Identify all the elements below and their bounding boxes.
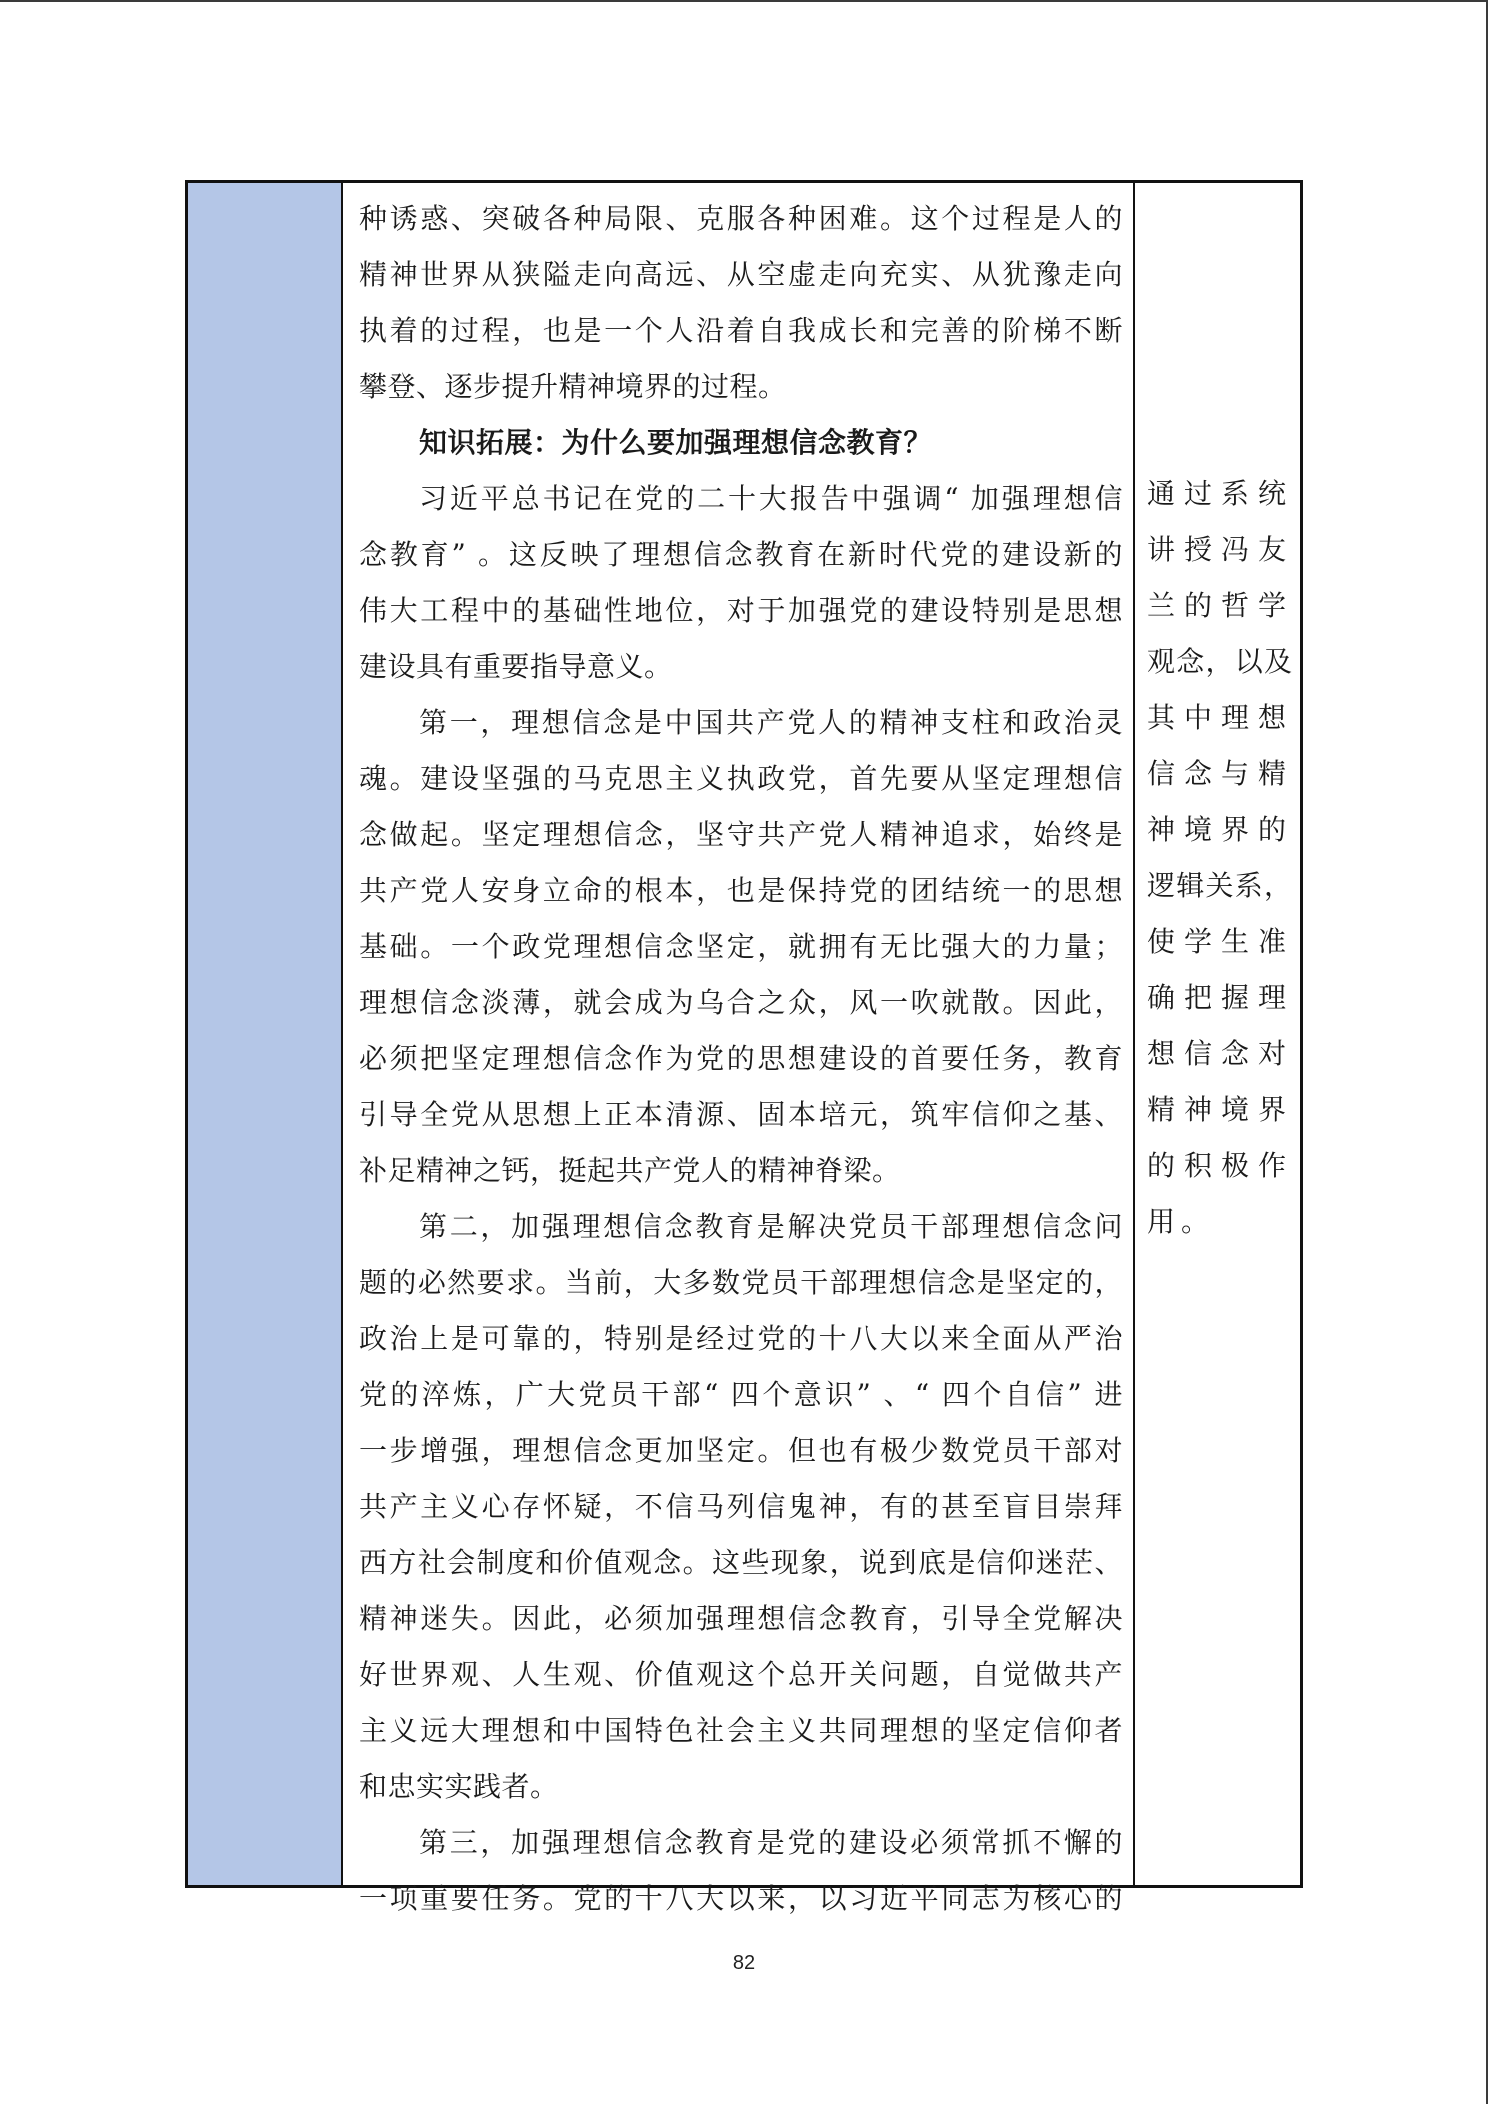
- page-top-border: [0, 0, 1488, 2]
- left-shaded-column: [188, 183, 343, 1885]
- note-line: 精神境界: [1147, 1093, 1292, 1126]
- text-line: 和忠实实践者。: [359, 1770, 559, 1803]
- note-line: 的积极作: [1147, 1149, 1292, 1182]
- note-line: 想信念对: [1147, 1037, 1292, 1070]
- note-line: 信念与精: [1147, 757, 1292, 790]
- text-line: 题的必然要求。当前，大多数党员干部理想信念是坚定的，: [359, 1266, 1123, 1299]
- text-line: 理想信念淡薄，就会成为乌合之众，风一吹就散。因此，: [359, 986, 1123, 1019]
- text-line: 党的淬炼，广大党员干部“ 四个意识” 、“ 四个自信” 进: [359, 1378, 1123, 1411]
- page-number: 82: [732, 1952, 756, 1974]
- lesson-table: [185, 180, 1303, 1915]
- text-line: 一步增强，理想信念更加坚定。但也有极少数党员干部对: [359, 1434, 1123, 1467]
- text-line: 共产主义心存怀疑，不信马列信鬼神，有的甚至盲目崇拜: [359, 1490, 1123, 1523]
- text-line: 念做起。坚定理想信念，坚守共产党人精神追求，始终是: [359, 818, 1123, 851]
- text-line: 补足精神之钙，挺起共产党人的精神脊梁。: [359, 1154, 901, 1187]
- note-line: 讲授冯友: [1147, 533, 1292, 566]
- text-line: 魂。建设坚强的马克思主义执政党，首先要从坚定理想信: [359, 762, 1123, 795]
- text-line: 伟大工程中的基础性地位，对于加强党的建设特别是思想: [359, 594, 1123, 627]
- text-line: 政治上是可靠的，特别是经过党的十八大以来全面从严治: [359, 1322, 1123, 1355]
- text-line: 攀登、逐步提升精神境界的过程。: [359, 370, 787, 403]
- note-line: 观念，以及: [1147, 645, 1292, 678]
- teaching-note-column: [1135, 183, 1300, 1885]
- text-line: 基础。一个政党理想信念坚定，就拥有无比强大的力量；: [359, 930, 1123, 963]
- note-line: 使学生准: [1147, 925, 1292, 958]
- section-heading: 知识拓展：为什么要加强理想信念教育？: [419, 426, 933, 459]
- text-line: 第二，加强理想信念教育是解决党员干部理想信念问: [419, 1210, 1123, 1243]
- text-line: 精神迷失。因此，必须加强理想信念教育，引导全党解决: [359, 1602, 1123, 1635]
- text-line: 好世界观、人生观、价值观这个总开关问题，自觉做共产: [359, 1658, 1123, 1691]
- text-line: 第一，理想信念是中国共产党人的精神支柱和政治灵: [419, 706, 1123, 739]
- note-line: 其中理想: [1147, 701, 1292, 734]
- note-line: 兰的哲学: [1147, 589, 1292, 622]
- text-line: 第三，加强理想信念教育是党的建设必须常抓不懈的: [419, 1826, 1123, 1859]
- text-line: 习近平总书记在党的二十大报告中强调“ 加强理想信: [419, 482, 1123, 515]
- text-line: 必须把坚定理想信念作为党的思想建设的首要任务，教育: [359, 1042, 1123, 1075]
- note-line: 用。: [1147, 1205, 1216, 1238]
- text-line: 主义远大理想和中国特色社会主义共同理想的坚定信仰者: [359, 1714, 1123, 1747]
- text-line: 种诱惑、突破各种局限、克服各种困难。这个过程是人的: [359, 202, 1123, 235]
- text-line: 西方社会制度和价值观念。这些现象，说到底是信仰迷茫、: [359, 1546, 1123, 1579]
- text-line: 执着的过程，也是一个人沿着自我成长和完善的阶梯不断: [359, 314, 1123, 347]
- text-line: 念教育” 。这反映了理想信念教育在新时代党的建设新的: [359, 538, 1123, 571]
- text-line: 共产党人安身立命的根本，也是保持党的团结统一的思想: [359, 874, 1123, 907]
- text-line: 精神世界从狭隘走向高远、从空虚走向充实、从犹豫走向: [359, 258, 1123, 291]
- note-line: 逻辑关系，: [1147, 869, 1292, 902]
- note-line: 确把握理: [1147, 981, 1292, 1014]
- text-line: 引导全党从思想上正本清源、固本培元，筑牢信仰之基、: [359, 1098, 1123, 1131]
- note-line: 神境界的: [1147, 813, 1292, 846]
- text-line: 一项重要任务。党的十八大以来，以习近平同志为核心的: [359, 1882, 1123, 1915]
- main-content-column: [343, 183, 1135, 1915]
- text-line: 建设具有重要指导意义。: [359, 650, 673, 683]
- note-line: 通过系统: [1147, 477, 1292, 510]
